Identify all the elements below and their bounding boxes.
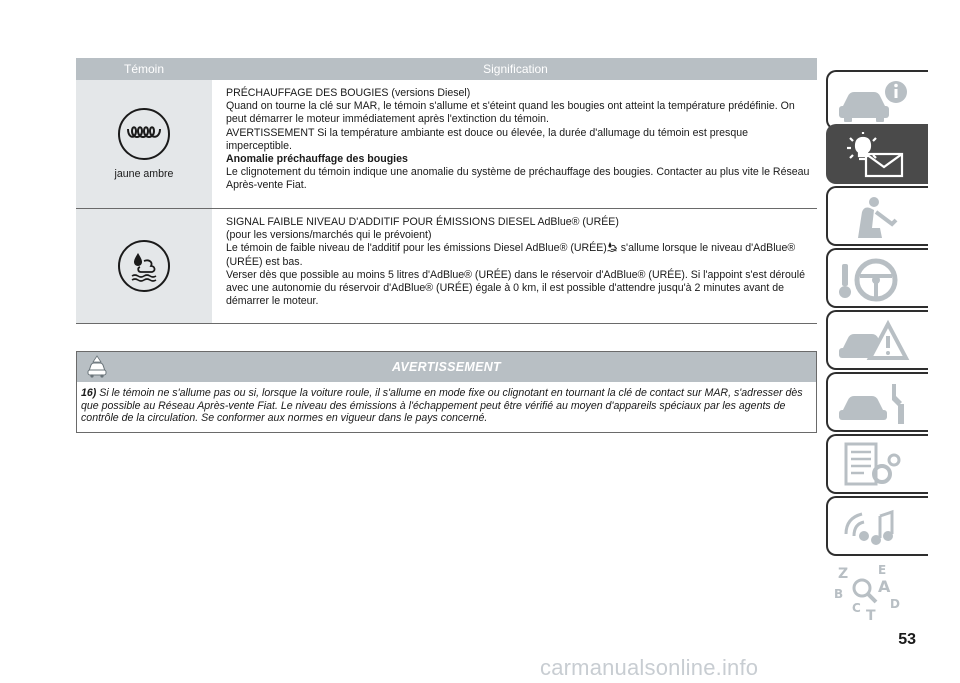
index-letter: E	[878, 564, 887, 577]
adblue-low-level-icon	[118, 240, 170, 292]
row-subtext: Le clignotement du témoin indique une anomalie du système de préchauffage des bougies. Contacter au plus vite le Réseau Après-vente Fiat.	[226, 166, 810, 192]
tab-index[interactable]	[826, 558, 928, 624]
warning-number: 16)	[81, 387, 97, 399]
row-text	[226, 242, 811, 268]
row-title: SIGNAL FAIBLE NIVEAU D'ADDITIF POUR ÉMISSIONS DIESEL AdBlue® (URÉE)	[226, 216, 619, 228]
index-letter: B	[834, 587, 844, 601]
description-cell	[212, 80, 817, 208]
multimedia-icon	[836, 504, 926, 552]
tab-car-info[interactable]	[826, 70, 928, 130]
steering-wheel-key-icon	[836, 256, 926, 304]
table-row	[76, 80, 817, 209]
row-text-2: Verser dès que possible au moins 5 litres d'AdBlue® (URÉE) dans le réservoir d'AdBlue® (URÉE). Si l'appoint s'est déroulé avec une autonomie du réservoir d'AdBlue® (URÉE) égale à 0 km, il est possible d'attendre jusqu'à 2 minutes avant de démarrer le moteur.	[226, 268, 805, 308]
warning-body	[77, 382, 816, 425]
row-text: Quand on tourne la clé sur MAR, le témoin s'allume et s'éteint quand les bougies ont atteint la température prédéfinie. On peut démarrer le moteur immédiatement après l'extinction du témoin.	[226, 100, 795, 126]
description-cell	[212, 209, 817, 323]
row-warning-text: AVERTISSEMENT Si la température ambiante est douce ou élevée, la durée d'allumage du témoin est presque imperceptible.	[226, 126, 748, 152]
table-header	[76, 58, 817, 80]
warning-car-icon	[85, 355, 109, 379]
index-letter: C	[852, 601, 861, 615]
watermark: carmanualsonline.info	[540, 655, 759, 680]
alphabetical-index-icon	[834, 564, 924, 624]
car-emergency-icon	[836, 318, 926, 366]
row-title: PRÉCHAUFFAGE DES BOUGIES (versions Diesel)	[226, 87, 471, 99]
tab-starting-driving[interactable]	[826, 248, 928, 308]
index-letter: D	[890, 597, 900, 611]
row-text-after: s'allume lorsque le niveau d'AdBlue® (URÉE) est bas.	[226, 242, 796, 268]
warning-title: AVERTISSEMENT	[391, 360, 501, 374]
tab-technical-data[interactable]	[826, 434, 928, 494]
header-temoin: Témoin	[123, 62, 164, 76]
index-letter: A	[878, 577, 891, 596]
car-maintenance-icon	[836, 380, 926, 428]
icon-cell	[76, 209, 212, 323]
warning-box	[76, 351, 817, 433]
technical-data-icon	[836, 442, 926, 490]
seat-safety-icon	[836, 194, 926, 242]
header-signification: Signification	[483, 62, 548, 76]
adblue-inline-icon	[607, 242, 618, 252]
tab-emergency[interactable]	[826, 310, 928, 370]
index-letter: Z	[838, 566, 849, 582]
car-info-icon	[836, 78, 926, 126]
row-subheading: Anomalie préchauffage des bougies	[226, 153, 408, 166]
tab-seat-safety[interactable]	[826, 186, 928, 246]
tab-multimedia[interactable]	[826, 496, 928, 556]
warning-lights-table	[76, 58, 817, 324]
warning-text: Si le témoin ne s'allume pas ou si, lorsque la voiture roule, il s'allume en mode fixe ou clignotant en tournant la clé de contact sur MAR, s'adresser dès que possible au Réseau Après-vente Fiat. Le niveau des émissions à l'échappement peut être vérifié au moyen d'appareils spéciaux par les agents de contrôle de la circulation. Se conformer aux normes en vigueur dans le pays concerné.	[81, 387, 803, 425]
table-row	[76, 209, 817, 324]
row-subtitle: (pour les versions/marchés qui le prévoient)	[226, 229, 432, 242]
index-letter: T	[866, 608, 876, 624]
warning-lights-icon	[836, 132, 926, 180]
tab-warning-lights[interactable]	[826, 124, 928, 184]
row-text-before: Le témoin de faible niveau de l'additif pour les émissions Diesel AdBlue® (URÉE)	[226, 242, 607, 255]
icon-cell	[76, 80, 212, 208]
glow-plug-icon	[118, 108, 170, 160]
page-number: 53	[898, 631, 916, 648]
icon-color-label: jaune ambre	[114, 168, 174, 180]
tab-maintenance[interactable]	[826, 372, 928, 432]
warning-header	[77, 352, 816, 382]
